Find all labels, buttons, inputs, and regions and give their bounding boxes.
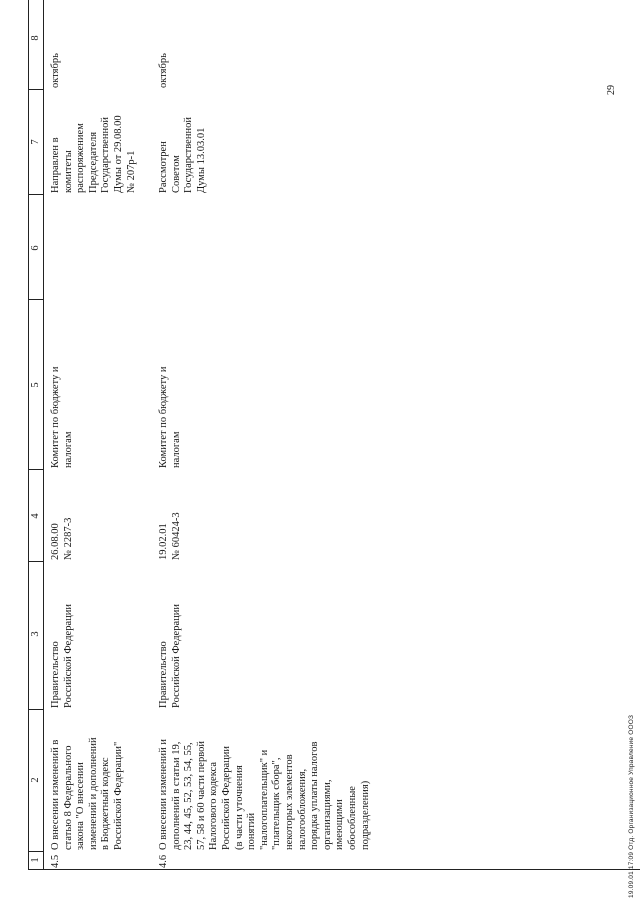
column-number: 5 (30, 382, 41, 388)
column-number: 2 (30, 777, 41, 783)
fax-header-line: 19.09.01 17:09 Отд. Организационное Управление ОООЗ (628, 714, 635, 898)
planned-month: октябрь (158, 53, 169, 88)
bill-initiator: Правительство Российской Федерации (50, 604, 74, 708)
registration-info: 19.02.01 № 60424-3 (158, 512, 182, 560)
header-row-border (43, 0, 44, 870)
bill-initiator: Правительство Российской Федерации (158, 604, 182, 708)
responsible-committee: Комитет по бюджету и налогам (158, 366, 182, 468)
column-number: 4 (30, 513, 41, 519)
column-divider (28, 561, 43, 562)
column-number: 7 (30, 139, 41, 145)
row-number: 4.6 (158, 854, 169, 868)
column-number: 6 (30, 245, 41, 251)
planned-month: октябрь (50, 53, 61, 88)
column-number: 8 (30, 35, 41, 41)
bill-title: О внесении изменений и дополнений в статьи 19, 23, 44, 45, 52, 53, 54, 55, 57, 58 и 60 части первой Налогового кодекса Российской Федерации (в части уточнения понятий "налогоплательщик" и "плательщик сбора", некоторых элементов налогообложения, порядка уплаты налогов организациями, имеющими обособленные подразделения) (158, 739, 371, 850)
table-top-border (28, 0, 29, 870)
bill-status: Рассмотрен Советом Государственной Думы 13.03.01 (158, 117, 207, 193)
registration-info: 26.08.00 № 2287-3 (50, 517, 74, 560)
table-left-border (28, 869, 640, 870)
responsible-committee: Комитет по бюджету и налогам (50, 366, 74, 468)
column-divider (28, 469, 43, 470)
column-divider (28, 299, 43, 300)
column-divider (28, 194, 43, 195)
column-divider (28, 709, 43, 710)
row-number: 4.5 (50, 854, 61, 868)
column-number: 1 (30, 857, 41, 863)
bill-title: О внесении изменений в статью 8 Федерального закона "О внесении изменений и дополнений в Бюджетный кодекс Российской Федерации" (50, 737, 124, 850)
page-number: 29 (606, 85, 617, 95)
column-divider (28, 89, 43, 90)
bill-status: Направлен в комитеты распоряжением Председателя Государственной Думы от 29.08.00 № 207р-1 (50, 115, 137, 193)
column-number: 3 (30, 631, 41, 637)
